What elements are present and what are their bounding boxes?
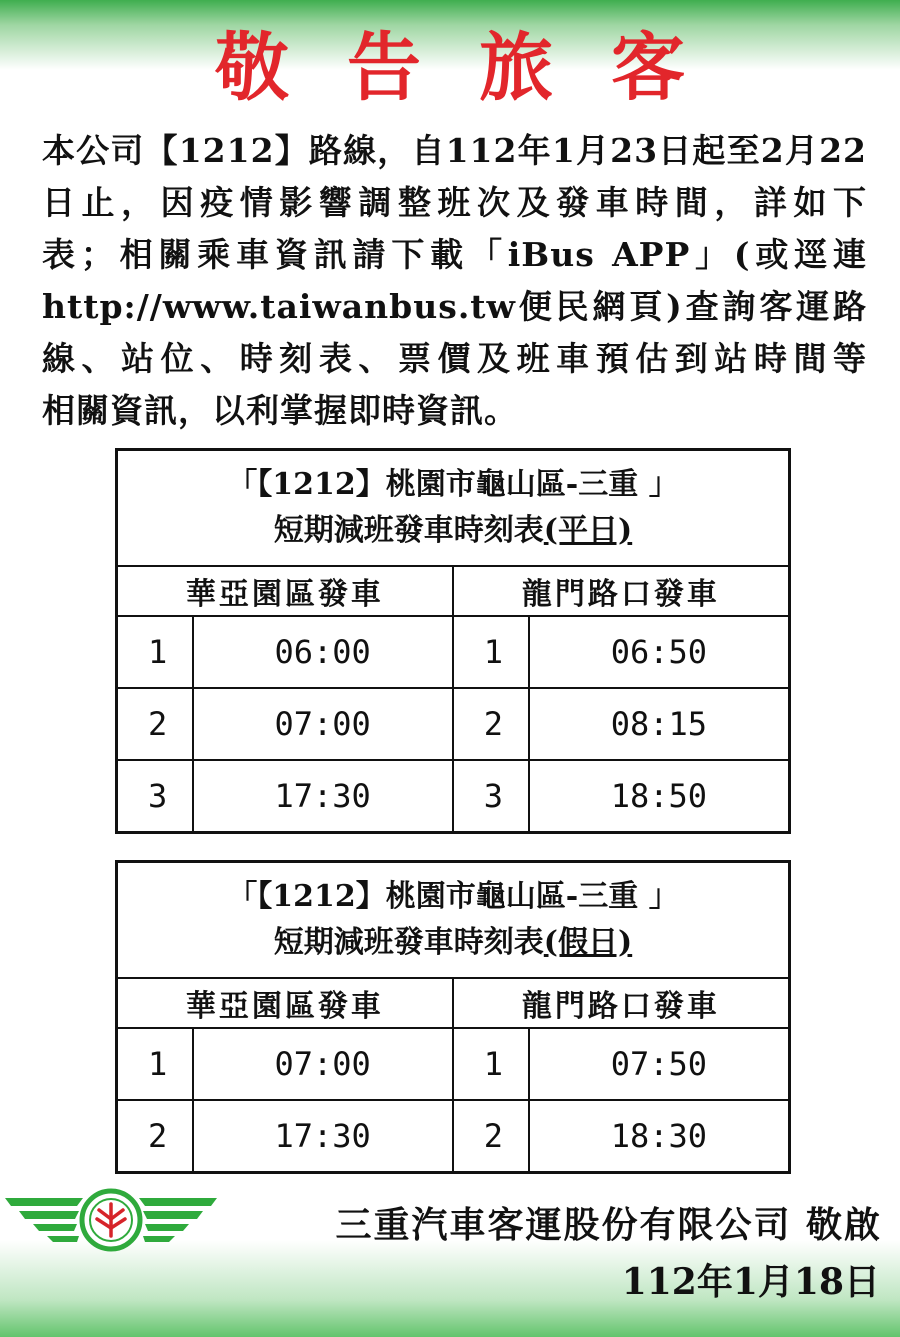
departure-time: 17:30 xyxy=(193,760,453,833)
table-row xyxy=(117,760,790,833)
departure-time: 06:50 xyxy=(529,616,790,688)
trip-number: 2 xyxy=(453,688,529,760)
column-header-huaya: 華亞園區發車 xyxy=(117,566,453,616)
table-subtitle-day: (假日) xyxy=(543,925,633,960)
table-subtitle xyxy=(118,920,788,966)
table-row xyxy=(117,1100,790,1173)
departure-time: 08:15 xyxy=(529,688,790,760)
table-caption xyxy=(117,450,790,567)
company-signature: 三重汽車客運股份有限公司 敬啟 xyxy=(335,1204,882,1246)
table-row xyxy=(117,688,790,760)
trip-number: 1 xyxy=(117,1028,193,1100)
notice-date: 112年1月18日 xyxy=(621,1261,880,1303)
departure-time: 07:00 xyxy=(193,1028,453,1100)
trip-number: 2 xyxy=(117,1100,193,1173)
trip-number: 3 xyxy=(453,760,529,833)
notice-title: 敬告旅客 xyxy=(215,25,743,111)
weekday-schedule-table xyxy=(115,448,791,834)
notice-line: 線、站位、時刻表、票價及班車預估到站時間等 xyxy=(42,339,867,378)
trip-number: 3 xyxy=(117,760,193,833)
departure-time: 17:30 xyxy=(193,1100,453,1173)
holiday-schedule-table xyxy=(115,860,791,1174)
trip-number: 1 xyxy=(117,616,193,688)
notice-line: 日止，因疫情影響調整班次及發車時間，詳如下 xyxy=(42,183,867,222)
departure-time: 07:50 xyxy=(529,1028,790,1100)
departure-time: 06:00 xyxy=(193,616,453,688)
notice-line: 本公司【1212】路線，自112年1月23日起至2月22 xyxy=(42,131,867,170)
notice-line: 相關資訊，以利掌握即時資訊。 xyxy=(42,391,518,430)
trip-number: 2 xyxy=(453,1100,529,1173)
table-subtitle xyxy=(118,508,788,554)
notice-body xyxy=(42,125,867,437)
table-caption xyxy=(117,862,790,979)
trip-number: 1 xyxy=(453,1028,529,1100)
table-subtitle-day: (平日) xyxy=(543,513,633,548)
notice-line: http://www.taiwanbus.tw便民網頁)查詢客運路 xyxy=(42,287,867,326)
departure-time: 18:50 xyxy=(529,760,790,833)
table-title: 「【1212】桃園市龜山區-三重 」 xyxy=(227,879,679,914)
table-row xyxy=(117,1028,790,1100)
company-logo-icon xyxy=(5,1188,217,1252)
column-header-longmen: 龍門路口發車 xyxy=(453,566,790,616)
table-row xyxy=(117,616,790,688)
column-header-longmen: 龍門路口發車 xyxy=(453,978,790,1028)
trip-number: 1 xyxy=(453,616,529,688)
column-header-huaya: 華亞園區發車 xyxy=(117,978,453,1028)
notice-line: 表；相關乘車資訊請下載「iBus APP」(或逕連 xyxy=(42,235,867,274)
table-subtitle-prefix: 短期減班發車時刻表 xyxy=(273,513,544,548)
departure-time: 18:30 xyxy=(529,1100,790,1173)
table-title: 「【1212】桃園市龜山區-三重 」 xyxy=(227,467,679,502)
table-subtitle-prefix: 短期減班發車時刻表 xyxy=(273,925,544,960)
trip-number: 2 xyxy=(117,688,193,760)
departure-time: 07:00 xyxy=(193,688,453,760)
